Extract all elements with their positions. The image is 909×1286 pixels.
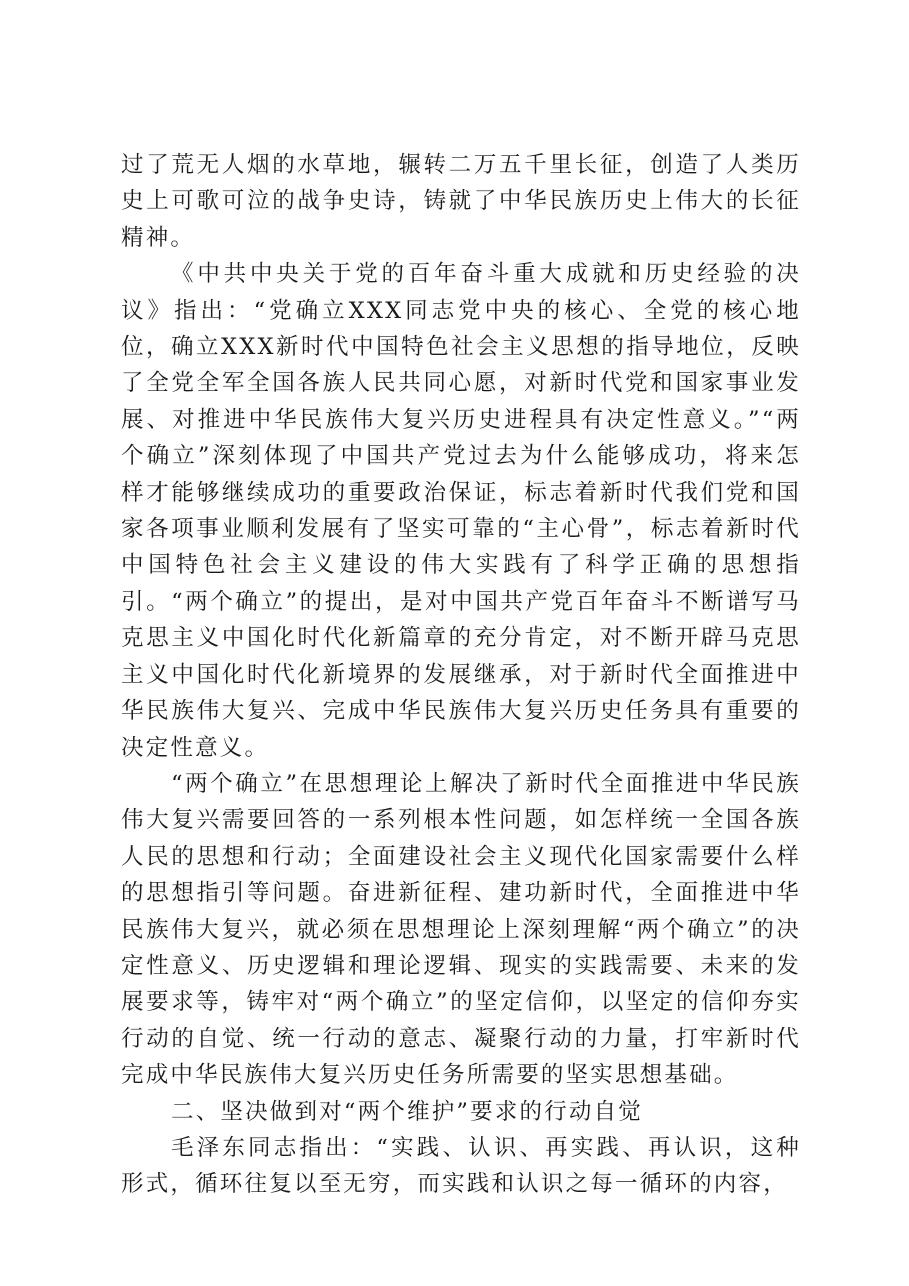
paragraph-mao-quote: 毛泽东同志指出：“实践、认识、再实践、再认识，这种形式，循环往复以至无穷，而实践和认识之每一循环的内容， — [121, 1134, 801, 1198]
paragraph-continuation: 过了荒无人烟的水草地，辗转二万五千里长征，创造了人类历史上可歌可泣的战争史诗，铸就了中华民族历史上伟大的长征精神。 — [121, 152, 801, 251]
section-heading: 二、坚决做到对“两个维护”要求的行动自觉 — [171, 1098, 644, 1125]
document-body — [121, 147, 801, 1203]
paragraph-resolution-quote: 《中共中央关于党的百年奋斗重大成就和历史经验的决议》指出：“党确立XXX同志党中央的核心、全党的核心地位，确立XXX新时代中国特色社会主义思想的指导地位，反映了全党全军全国各族人民共同心愿，对新时代党和国家事业发展、对推进中华民族伟大复兴历史进程具有决定性意义。”“两个确立”深刻体现了中国共产党过去为什么能够成功，将来怎样才能够继续成功的重要政治保证，标志着新时代我们党和国家各项事业顺利发展有了坚实可靠的“主心骨”，标志着新时代中国特色社会主义建设的伟大实践有了科学正确的思想指引。“两个确立”的提出，是对中国共产党百年奋斗不断谱写马克思主义中国化时代化新篇章的充分肯定，对不断开辟马克思主义中国化时代化新境界的发展继承，对于新时代全面推进中华民族伟大复兴、完成中华民族伟大复兴历史任务具有重要的决定性意义。 — [121, 261, 801, 761]
paragraph-two-establishments: “两个确立”在思想理论上解决了新时代全面推进中华民族伟大复兴需要回答的一系列根本性问题，如怎样统一全国各族人民的思想和行动；全面建设社会主义现代化国家需要什么样的思想指引等问题。奋进新征程、建功新时代，全面推进中华民族伟大复兴，就必须在思想理论上深刻理解“两个确立”的决定性意义、历史逻辑和理论逻辑、现实的实践需要、未来的发展要求等，铸牢对“两个确立”的坚定信仰，以坚定的信仰夯实行动的自觉、统一行动的意志、凝聚行动的力量，打牢新时代完成中华民族伟大复兴历史任务所需要的坚实思想基础。 — [121, 770, 801, 1089]
